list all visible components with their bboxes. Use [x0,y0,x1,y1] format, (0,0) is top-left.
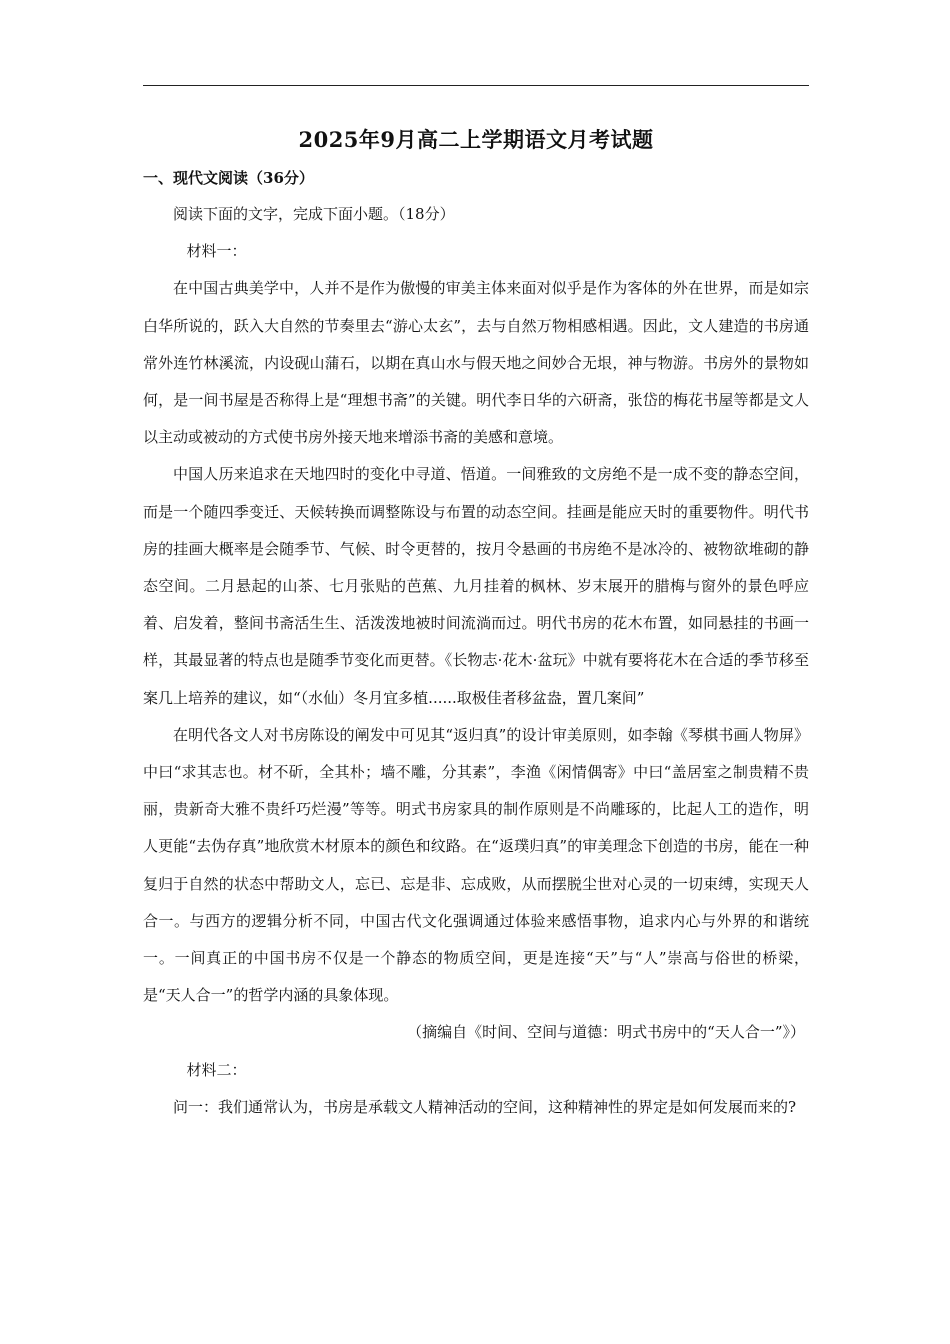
material-one-source: （摘编自《时间、空间与道德：明式书房中的“天人合一”》） [407,1023,805,1042]
material-one-paragraph-1: 在中国古典美学中，人并不是作为傲慢的审美主体来面对似乎是作为客体的外在世界，而是如宗白华所说的，跃入大自然的节奏里去“游心太玄”，去与自然万物相感相遇。因此，文人建造的书房通常外连竹林溪流，内设砚山蒲石，以期在真山水与假天地之间妙合无垠，神与物游。书房外的景物如何，是一间书屋是否称得上是“理想书斋”的关键。明代李日华的六研斋，张岱的梅花书屋等都是文人以主动或被动的方式使书房外接天地来增添书斋的美感和意境。 [143,279,809,447]
section-heading: 一、现代文阅读（36分） [143,169,314,187]
reading-instruction: 阅读下面的文字，完成下面小题。（18分） [173,205,455,223]
material-one-paragraph-3: 在明代各文人对书房陈设的阐发中可见其“返归真”的设计审美原则，如李翰《琴棋书画人物屏》中曰“求其志也。材不斫，全其朴；墙不雕，分其素”，李渔《闲情偶寄》中曰“盖居室之制贵精不贵丽，贵新奇大雅不贵纤巧烂漫”等等。明式书房家具的制作原则是不尚雕琢的，比起人工的造作，明人更能“去伪存真”地欣赏木材原本的颜色和纹路。在“返璞归真”的审美理念下创造的书房，能在一种复归于自然的状态中帮助文人，忘已、忘是非、忘成败，从而摆脱尘世对心灵的一切束缚，实现天人合一。与西方的逻辑分析不同，中国古代文化强调通过体验来感悟事物，追求内心与外界的和谐统一。一间真正的中国书房不仅是一个静态的物质空间，更是连接“天”与“人”崇高与俗世的桥梁，是“天人合一”的哲学内涵的具象体现。 [143,725,809,1005]
header-rule [143,85,809,86]
reading-passage [143,196,809,1126]
material-two-paragraph-1: 问一：我们通常认为，书房是承载文人精神活动的空间，这种精神性的界定是如何发展而来的? [173,1097,797,1116]
material-two-label: 材料二： [186,1060,247,1079]
material-one-label: 材料一： [186,242,247,261]
exam-title: 2025年9月高二上学期语文月考试题 [298,127,654,152]
material-one-paragraph-2: 中国人历来追求在天地四时的变化中寻道、悟道。一间雅致的文房绝不是一成不变的静态空间，而是一个随四季变迁、天候转换而调整陈设与布置的动态空间。挂画是能应天时的重要物件。明代书房的挂画大概率是会随季节、气候、时令更替的，按月令悬画的书房绝不是冰冷的、被物欲堆砌的静态空间。二月悬起的山茶、七月张贴的芭蕉、九月挂着的枫林、岁末展开的腊梅与窗外的景色呼应着、启发着，整间书斋活生生、活泼泼地被时间流淌而过。明代书房的花木布置，如同悬挂的书画一样，其最显著的特点也是随季节变化而更替。《长物志·花木·盆玩》中就有要将花木在合适的季节移至案几上培养的建议，如“（水仙）冬月宜多植......取极佳者移盆盎，置几案间” [143,465,809,707]
